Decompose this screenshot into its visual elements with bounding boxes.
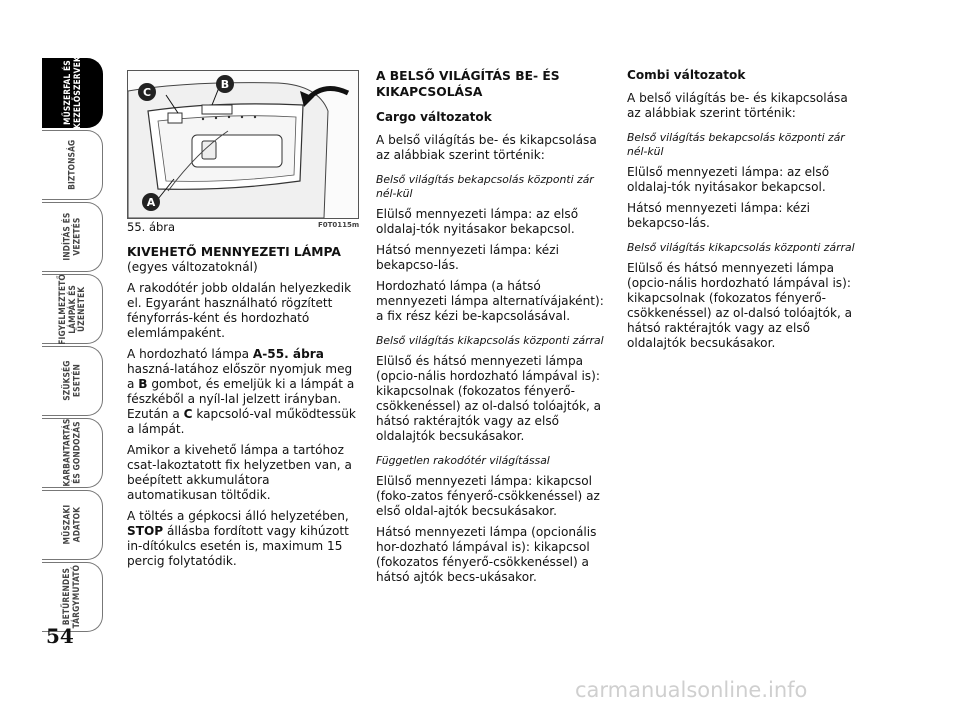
italic-heading: Belső világítás kikapcsolás központi zárral (376, 334, 604, 347)
paragraph: Hátsó mennyezeti lámpa (opcionális hor-dozható lámpával is): kikapcsol (fokozatos fényerő-csökkenéssel) a hátsó ajtók becs-ukásakor. (376, 525, 597, 584)
column-1 (127, 244, 357, 575)
tab-muszerfal[interactable] (42, 58, 103, 128)
paragraph: A belső világítás be- és kikapcsolása az alábbiak szerint történik: (376, 133, 597, 162)
paragraph: Hátsó mennyezeti lámpa: kézi bekapcso-lás. (627, 201, 810, 230)
italic-heading: Belső világítás bekapcsolás központi zár nél-kül (376, 173, 594, 200)
paragraph: A belső világítás be- és kikapcsolása az alábbiak szerint történik: (627, 91, 848, 120)
tab-label: BETŰRENDES TÁRGYMUTATÓ (61, 565, 82, 629)
tab-label: MŰSZERFAL ÉS KEZELŐSZERVEK (61, 56, 82, 130)
column-3 (627, 68, 859, 357)
paragraph: Elülső mennyezeti lámpa: az első oldalaj-tók nyitásakor bekapcsol. (376, 207, 579, 236)
lamp-illustration (128, 71, 358, 218)
tab-label: MŰSZAKI ADATOK (61, 505, 81, 545)
italic-heading: Belső világítás bekapcsolás központi zár nél-kül (627, 131, 845, 158)
section-heading: A BELSŐ VILÁGÍTÁS BE- ÉS KIKAPCSOLÁSA (376, 69, 560, 99)
callout-a: A (142, 193, 160, 211)
tab-label: FIGYELMEZTETŐ LÁMPÁK ÉS ÜZENETEK (56, 273, 86, 345)
figure-caption: 55. ábra (127, 220, 176, 234)
paragraph: A rakodótér jobb oldalán helyezkedik el. Egyaránt használható rögzített fényforrás-ként és hordozható elemlámpaként. (127, 281, 352, 340)
page-number: 54 (46, 624, 74, 648)
callout-b: B (216, 75, 234, 93)
paragraph-with-refs: A hordozható lámpa A-55. ábra haszná-latához először nyomjuk meg a B gombot, és emeljük ki a lámpát a fészkéből a nyíl-lal jelzett irányban. Ezután a C kapcsoló-val működtessük a lámpát. (127, 347, 356, 436)
paragraph: Hátsó mennyezeti lámpa: kézi bekapcso-lás. (376, 243, 559, 272)
paragraph: Elülső és hátsó mennyezeti lámpa (opcio-nális hordozható lámpával is): kikapcsolnak (fokozatos fényerő-csökkenéssel) az ol-dalsó tolóajtók, a hátsó raktérajtók vagy az első oldalajtók becsukásakor. (376, 354, 602, 443)
paragraph: Hordozható lámpa (a hátsó mennyezeti lámpa alternatívájaként): a fix rész kézi be-kapcsolásával. (376, 279, 604, 323)
callout-c: C (138, 83, 156, 101)
tab-figyelmezteto[interactable] (42, 274, 103, 344)
figure-55 (127, 70, 359, 219)
watermark: carmanualsonline.info (575, 678, 808, 702)
subheading: (egyes változatoknál) (127, 260, 258, 274)
paragraph: Elülső mennyezeti lámpa: az első oldalaj-tók nyitásakor bekapcsol. (627, 165, 830, 194)
tab-label: INDÍTÁS ÉS VEZETÉS (61, 212, 81, 262)
tab-biztonsag[interactable] (42, 130, 103, 200)
paragraph: Elülső és hátsó mennyezeti lámpa (opcio-nális hordozható lámpával is): kikapcsolnak (fokozatos fényerő-csökkenéssel) az ol-dalsó tolóajtók, a hátsó raktérajtók vagy az első oldalajtók becsukásakor. (627, 261, 853, 350)
tab-label: SZÜKSÉG ESETÉN (61, 360, 81, 402)
tab-label: BIZTONSÁG (66, 139, 77, 191)
figure-code: F0T0115m (318, 221, 360, 229)
tab-inditas[interactable] (42, 202, 103, 272)
italic-heading: Belső világítás kikapcsolás központi zárral (627, 241, 855, 254)
tab-betUrendes[interactable] (42, 562, 103, 632)
column-2 (376, 68, 608, 591)
subheading: Cargo változatok (376, 110, 492, 124)
paragraph-stop: A töltés a gépkocsi álló helyzetében, STOP állásba fordított vagy kihúzott in-dítókulcs esetén is, maximum 15 percig folytatódik. (127, 509, 349, 568)
paragraph: Amikor a kivehető lámpa a tartóhoz csat-lakoztatott fix helyzetben van, a beépített akkumulátora automatikusan töltődik. (127, 443, 352, 502)
paragraph: Elülső mennyezeti lámpa: kikapcsol (foko-zatos fényerő-csökkenéssel) az első oldal-ajtók becsukásakor. (376, 474, 600, 518)
tab-szukseg[interactable] (42, 346, 103, 416)
section-heading: KIVEHETŐ MENNYEZETI LÁMPA (127, 245, 341, 259)
subheading: Combi változatok (627, 68, 746, 82)
tab-label: KARBANTARTÁS ÉS GONDOZÁS (61, 418, 82, 488)
tab-karbantartas[interactable] (42, 418, 103, 488)
italic-heading: Független rakodótér világítással (376, 454, 550, 467)
tab-muszaki[interactable] (42, 490, 103, 560)
